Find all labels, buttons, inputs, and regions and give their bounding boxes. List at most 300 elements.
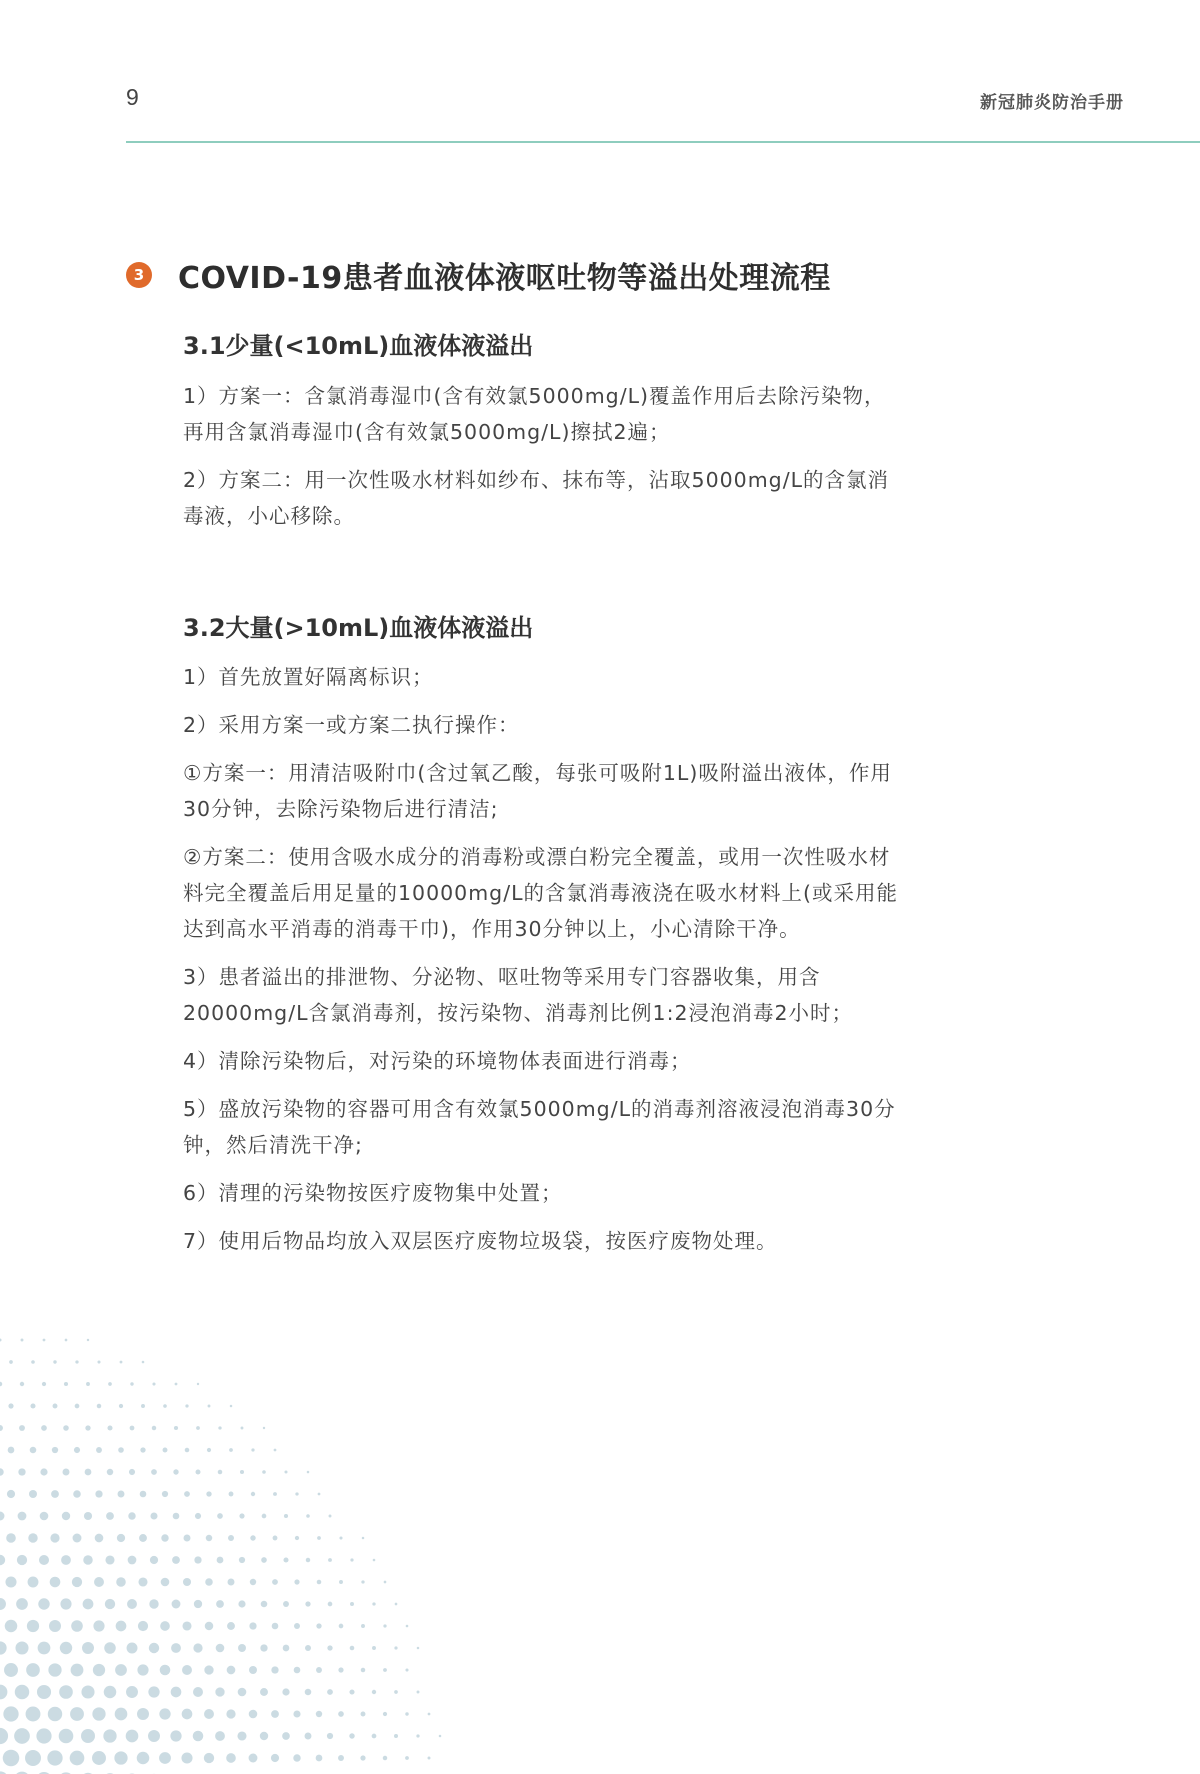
- paragraph: 2）方案二：用一次性吸水材料如纱布、抹布等，沾取5000mg/L的含氯消毒液，小心移除。: [183, 467, 890, 528]
- halftone-dot: [316, 1711, 322, 1717]
- halftone-dot: [229, 1448, 233, 1452]
- halftone-dot: [282, 1732, 290, 1740]
- halftone-dot: [5, 1620, 18, 1633]
- halftone-dot: [18, 1512, 27, 1521]
- halftone-dot: [394, 1646, 397, 1649]
- halftone-dot: [137, 1708, 149, 1720]
- halftone-dot: [127, 1599, 137, 1609]
- halftone-dot: [260, 1732, 268, 1740]
- halftone-dot: [0, 1728, 8, 1744]
- halftone-dot: [361, 1712, 366, 1717]
- halftone-dot: [204, 1665, 213, 1674]
- halftone-dot: [75, 1360, 78, 1363]
- halftone-dot: [97, 1404, 102, 1409]
- halftone-dot: [271, 1710, 279, 1718]
- halftone-dot: [230, 1405, 233, 1408]
- halftone-dot: [174, 1426, 178, 1430]
- running-title: 新冠肺炎防治手册: [980, 93, 1124, 113]
- paragraph: 5）盛放污染物的容器可用含有效氯5000mg/L的消毒剂溶液浸泡消毒30分钟，然后清洗干净;: [183, 1097, 896, 1158]
- halftone-dot: [152, 1382, 155, 1385]
- halftone-dot: [27, 1620, 39, 1632]
- halftone-dot: [328, 1558, 332, 1562]
- halftone-dot: [349, 1733, 354, 1738]
- halftone-dot: [249, 1754, 258, 1763]
- halftone-dot: [82, 1642, 94, 1654]
- halftone-dot: [294, 1623, 300, 1629]
- halftone-dot: [70, 1751, 85, 1766]
- halftone-dot: [163, 1404, 167, 1408]
- halftone-dot: [15, 1685, 29, 1699]
- halftone-dot: [194, 1556, 201, 1563]
- halftone-dot: [273, 1492, 277, 1496]
- halftone-dot: [373, 1559, 376, 1562]
- halftone-dot: [218, 1470, 223, 1475]
- halftone-dot: [394, 1690, 398, 1694]
- paragraph: ①方案一：用清洁吸附巾(含过氧乙酸，每张可吸附1L)吸附溢出液体，作用30分钟，去除污染物后进行清洁;: [183, 761, 892, 822]
- halftone-dot: [339, 1624, 344, 1629]
- halftone-dot: [238, 1600, 245, 1607]
- halftone-dot: [29, 1490, 37, 1498]
- halftone-dot: [428, 1757, 431, 1760]
- halftone-dot: [184, 1535, 191, 1542]
- halftone-dot: [149, 1599, 158, 1608]
- halftone-dot: [127, 1643, 138, 1654]
- halftone-dot: [360, 1755, 365, 1760]
- halftone-dot: [215, 1687, 224, 1696]
- halftone-dot: [350, 1602, 354, 1606]
- halftone-dot: [48, 1663, 61, 1676]
- halftone-dot: [195, 1513, 201, 1519]
- halftone-dot: [261, 1601, 268, 1608]
- paragraph: 1）首先放置好隔离标识；: [183, 665, 434, 690]
- halftone-dot: [173, 1513, 180, 1520]
- halftone-dot: [249, 1622, 256, 1629]
- halftone-dot: [148, 1730, 160, 1742]
- halftone-dot: [160, 1621, 170, 1631]
- halftone-dot: [9, 1360, 13, 1364]
- halftone-dot: [383, 1668, 387, 1672]
- halftone-dot: [327, 1645, 332, 1650]
- halftone-dot: [96, 1447, 102, 1453]
- halftone-dot: [306, 1514, 310, 1518]
- halftone-dot: [293, 1710, 300, 1717]
- halftone-dot: [216, 1644, 225, 1653]
- halftone-dot: [263, 1427, 265, 1429]
- halftone-dot: [170, 1730, 181, 1741]
- halftone-dot: [194, 1600, 202, 1608]
- halftone-dot: [28, 1577, 39, 1588]
- halftone-dot: [63, 1425, 69, 1431]
- halftone-dot: [128, 1512, 135, 1519]
- halftone-dot: [372, 1602, 375, 1605]
- halftone-dot: [0, 1468, 4, 1475]
- halftone-dot: [383, 1712, 387, 1716]
- halftone-dot: [59, 1685, 73, 1699]
- halftone-dot: [116, 1621, 127, 1632]
- halftone-dot: [251, 1448, 254, 1451]
- halftone-dot: [417, 1647, 420, 1650]
- halftone-dot: [295, 1536, 299, 1540]
- halftone-dot: [72, 1577, 82, 1587]
- halftone-dot: [107, 1425, 112, 1430]
- halftone-dot: [150, 1512, 157, 1519]
- halftone-dot: [93, 1664, 105, 1676]
- halftone-dot: [181, 1752, 192, 1763]
- halftone-dot: [8, 1403, 13, 1408]
- halftone-dot: [361, 1668, 366, 1673]
- halftone-dot: [120, 1361, 123, 1364]
- halftone-dot: [86, 1382, 90, 1386]
- halftone-dot: [272, 1579, 278, 1585]
- halftone-dot: [28, 1533, 37, 1542]
- halftone-dot: [175, 1383, 178, 1386]
- halftone-dot: [339, 1536, 342, 1539]
- halftone-dot: [70, 1707, 84, 1721]
- halftone-dot: [361, 1580, 364, 1583]
- halftone-dot: [439, 1735, 442, 1738]
- halftone-dot: [383, 1624, 386, 1627]
- halftone-dot: [8, 1447, 15, 1454]
- subsection-heading-3-1: 3.1少量(<10mL)血液体液溢出: [183, 332, 534, 360]
- halftone-dot: [48, 1707, 62, 1721]
- halftone-dot: [249, 1710, 258, 1719]
- halftone-dot: [193, 1687, 203, 1697]
- halftone-dot: [47, 1750, 62, 1765]
- halftone-dot: [0, 1339, 2, 1342]
- halftone-dot: [71, 1620, 83, 1632]
- halftone-dot: [372, 1734, 377, 1739]
- halftone-dot: [182, 1709, 193, 1720]
- halftone-dot: [139, 1534, 147, 1542]
- halftone-dot: [204, 1753, 214, 1763]
- halftone-dot: [0, 1425, 3, 1431]
- halftone-dot: [283, 1645, 290, 1652]
- halftone-dot: [428, 1713, 431, 1716]
- halftone-dot: [95, 1490, 102, 1497]
- halftone-dot: [262, 1470, 266, 1474]
- halftone-dot: [106, 1512, 114, 1520]
- halftone-dot: [262, 1514, 267, 1519]
- halftone-dot: [4, 1663, 18, 1677]
- halftone-dot: [196, 1426, 200, 1430]
- halftone-dot: [163, 1448, 168, 1453]
- halftone-dot: [185, 1404, 188, 1407]
- halftone-dot: [26, 1663, 40, 1677]
- section-title: COVID-19患者血液体液呕吐物等溢出处理流程: [178, 261, 831, 296]
- halftone-dot: [294, 1667, 301, 1674]
- halftone-dot: [283, 1601, 289, 1607]
- halftone-dot: [361, 1624, 365, 1628]
- halftone-dot: [327, 1689, 333, 1695]
- halftone-dot: [73, 1490, 81, 1498]
- halftone-dot: [185, 1448, 190, 1453]
- halftone-dot: [17, 1555, 27, 1565]
- halftone-dot: [64, 1382, 68, 1386]
- halftone-dot: [173, 1469, 178, 1474]
- content: [183, 330, 903, 1271]
- halftone-dot: [228, 1579, 235, 1586]
- halftone-dot: [171, 1643, 181, 1653]
- halftone-dot: [97, 1360, 100, 1363]
- halftone-dot: [53, 1404, 58, 1409]
- halftone-dot: [43, 1339, 46, 1342]
- halftone-dot: [228, 1535, 234, 1541]
- halftone-dot: [130, 1426, 135, 1431]
- halftone-dot: [0, 1641, 7, 1654]
- halftone-dot: [282, 1688, 289, 1695]
- halftone-dot: [161, 1578, 170, 1587]
- subsection-heading-3-2: 3.2大量(>10mL)血液体液溢出: [183, 613, 534, 642]
- halftone-dot: [129, 1469, 135, 1475]
- halftone-dot: [85, 1469, 92, 1476]
- halftone-dot: [31, 1360, 35, 1364]
- halftone-dot: [317, 1536, 321, 1540]
- halftone-dot: [85, 1425, 90, 1430]
- halftone-dot: [196, 1470, 201, 1475]
- halftone-dot: [26, 1707, 41, 1722]
- halftone-dot: [251, 1492, 255, 1496]
- halftone-dot: [148, 1686, 159, 1697]
- halftone-dot: [0, 1598, 6, 1610]
- halftone-dot: [260, 1688, 268, 1696]
- halftone-dot: [338, 1755, 344, 1761]
- halftone-dot: [227, 1666, 236, 1675]
- halftone-dot: [349, 1689, 354, 1694]
- halftone-dot: [130, 1382, 133, 1385]
- halftone-dot: [73, 1534, 82, 1543]
- halftone-dot: [83, 1555, 92, 1564]
- halftone-dot: [3, 1750, 20, 1767]
- halftone-dot: [63, 1469, 70, 1476]
- halftone-dot: [40, 1468, 47, 1475]
- halftone-dot: [317, 1580, 322, 1585]
- halftone-dot: [182, 1665, 192, 1675]
- halftone-dot: [0, 1382, 2, 1386]
- halftone-dot: [261, 1557, 267, 1563]
- halftone-dot: [215, 1731, 225, 1741]
- halftone-dot: [204, 1709, 214, 1719]
- halftone-dot: [107, 1469, 113, 1475]
- halftone-dot: [239, 1513, 244, 1518]
- halftone-dot: [5, 1576, 16, 1587]
- halftone-dot: [81, 1729, 95, 1743]
- halftone-dot: [162, 1491, 168, 1497]
- halftone-dot: [74, 1447, 80, 1453]
- halftone-dot: [128, 1556, 137, 1565]
- halftone-dot: [207, 1448, 211, 1452]
- halftone-dot: [394, 1734, 398, 1738]
- halftone-dot: [119, 1404, 123, 1408]
- halftone-dot: [250, 1535, 255, 1540]
- halftone-dot: [94, 1577, 104, 1587]
- halftone-dot: [237, 1731, 246, 1740]
- halftone-dot: [205, 1622, 214, 1631]
- halftone-dot: [51, 1490, 59, 1498]
- halftone-dot: [307, 1471, 310, 1474]
- halftone-dot: [239, 1557, 245, 1563]
- halftone-dot: [126, 1730, 139, 1743]
- halftone-dot: [38, 1598, 49, 1609]
- paragraph: 7）使用后物品均放入双层医疗废物垃圾袋，按医疗废物处理。: [183, 1229, 778, 1254]
- halftone-dot: [193, 1643, 202, 1652]
- halftone-dot: [87, 1339, 89, 1341]
- halftone-dot: [416, 1734, 419, 1737]
- halftone-dot: [217, 1557, 224, 1564]
- halftone-dot: [62, 1512, 70, 1520]
- halftone-dot: [406, 1625, 409, 1628]
- halftone-dot: [84, 1512, 92, 1520]
- halftone-dot: [92, 1751, 106, 1765]
- halftone-dot: [117, 1534, 125, 1542]
- halftone-dot: [327, 1733, 333, 1739]
- halftone-dot: [14, 1728, 30, 1744]
- halftone-dot: [417, 1691, 420, 1694]
- halftone-dot: [49, 1620, 61, 1632]
- halftone-dot: [6, 1533, 16, 1543]
- halftone-dot: [172, 1556, 180, 1564]
- halftone-dot: [240, 1470, 244, 1474]
- halftone-dot: [184, 1491, 190, 1497]
- halftone-dot: [137, 1664, 148, 1675]
- halftone-dot: [405, 1668, 408, 1671]
- halftone-dot: [306, 1558, 310, 1562]
- halftone-dot: [305, 1645, 311, 1651]
- halftone-dot: [339, 1580, 343, 1584]
- halftone-dot: [182, 1621, 191, 1630]
- halftone-dot: [149, 1643, 159, 1653]
- halftone-dot: [372, 1690, 376, 1694]
- halftone-dot: [318, 1493, 321, 1496]
- halftone-dot: [161, 1534, 168, 1541]
- paragraph: ②方案二：使用含吸水成分的消毒粉或漂白粉完全覆盖，或用一次性吸水材料完全覆盖后用足量的10000mg/L的含氯消毒液浇在吸水材料上(或采用能达到高水平消毒的消毒干巾)，作用30分钟以上，小心清除干净。: [183, 845, 899, 942]
- halftone-dot: [0, 1555, 5, 1565]
- halftone-dot: [140, 1491, 147, 1498]
- paragraph: 3）患者溢出的排泄物、分泌物、呕吐物等采用专门容器收集，用含20000mg/L含氯消毒剂，按污染物、消毒剂比例1:2浸泡消毒2小时；: [183, 965, 854, 1026]
- header-rule: [126, 141, 1200, 143]
- halftone-dot: [81, 1685, 94, 1698]
- halftone-decoration: [0, 1290, 560, 1774]
- section-heading: [126, 253, 831, 297]
- halftone-dot: [3, 1706, 18, 1721]
- halftone-dot: [20, 1382, 24, 1386]
- halftone-dot: [250, 1579, 256, 1585]
- halftone-dot: [50, 1533, 59, 1542]
- halftone-dot: [7, 1490, 15, 1498]
- halftone-dot: [328, 1602, 333, 1607]
- halftone-dot: [350, 1558, 353, 1561]
- halftone-dot: [138, 1577, 147, 1586]
- halftone-dot: [65, 1339, 68, 1342]
- halftone-dot: [238, 1644, 246, 1652]
- halftone-dot: [229, 1492, 234, 1497]
- halftone-dot: [172, 1600, 181, 1609]
- halftone-dot: [216, 1600, 224, 1608]
- halftone-dot: [105, 1599, 115, 1609]
- halftone-dot: [273, 1536, 278, 1541]
- halftone-dot: [150, 1556, 158, 1564]
- halftone-dot: [305, 1733, 312, 1740]
- paragraph: 2）采用方案一或方案二执行操作：: [183, 713, 520, 738]
- halftone-dot: [141, 1404, 145, 1408]
- halftone-dot: [316, 1667, 322, 1673]
- section-number-badge: 3: [126, 262, 152, 288]
- halftone-dot: [208, 1405, 211, 1408]
- halftone-dot: [159, 1708, 170, 1719]
- halftone-dot: [71, 1664, 84, 1677]
- halftone-dot: [118, 1491, 125, 1498]
- halftone-dot: [39, 1555, 49, 1565]
- halftone-dot: [372, 1646, 376, 1650]
- halftone-dot: [284, 1514, 288, 1518]
- halftone-dot: [305, 1689, 312, 1696]
- halftone-dot: [140, 1447, 145, 1452]
- halftone-dot: [16, 1598, 28, 1610]
- halftone-dot: [271, 1666, 278, 1673]
- halftone-dot: [61, 1555, 71, 1565]
- halftone-dot: [115, 1664, 127, 1676]
- halftone-dot: [294, 1579, 299, 1584]
- halftone-dot: [105, 1555, 114, 1564]
- halftone-dot: [260, 1644, 267, 1651]
- halftone-dot: [405, 1756, 409, 1760]
- halftone-dot: [59, 1729, 74, 1744]
- halftone-dot: [15, 1641, 28, 1654]
- halftone-dot: [183, 1578, 191, 1586]
- halftone-dot: [0, 1512, 4, 1521]
- halftone-dot: [38, 1642, 51, 1655]
- halftone-dot: [115, 1708, 128, 1721]
- halftone-dot: [92, 1707, 105, 1720]
- halftone-dot: [19, 1425, 25, 1431]
- halftone-dot: [95, 1534, 104, 1543]
- halftone-dot: [21, 1339, 24, 1342]
- halftone-dot: [249, 1666, 257, 1674]
- halftone-dot: [60, 1598, 71, 1609]
- halftone-dot: [93, 1620, 104, 1631]
- halftone-dot: [60, 1642, 72, 1654]
- halftone-dot: [118, 1447, 124, 1453]
- halftone-dot: [160, 1665, 171, 1676]
- halftone-dot: [338, 1711, 344, 1717]
- halftone-dot: [53, 1360, 56, 1363]
- halftone-dot: [108, 1382, 112, 1386]
- halftone-dot: [272, 1623, 279, 1630]
- halftone-dot: [18, 1468, 25, 1475]
- halftone-dot: [193, 1731, 204, 1742]
- halftone-dot: [316, 1755, 323, 1762]
- halftone-dot: [316, 1623, 321, 1628]
- halftone-dot: [218, 1426, 221, 1429]
- halftone-dot: [138, 1621, 148, 1631]
- halftone-dot: [103, 1729, 116, 1742]
- halftone-dot: [152, 1426, 156, 1430]
- halftone-dot: [217, 1513, 223, 1519]
- halftone-dot: [114, 1751, 127, 1764]
- halftone-dot: [283, 1557, 288, 1562]
- halftone-dot: [50, 1577, 61, 1588]
- halftone-dot: [197, 1383, 199, 1385]
- halftone-dot: [137, 1752, 150, 1765]
- halftone-dot: [159, 1752, 171, 1764]
- halftone-dot: [83, 1599, 94, 1610]
- paragraph: 6）清理的污染物按医疗废物集中处置；: [183, 1181, 563, 1206]
- halftone-dot: [226, 1709, 235, 1718]
- paragraph: 4）清除污染物后，对污染的环境物体表面进行消毒；: [183, 1049, 692, 1074]
- halftone-dot: [36, 1728, 51, 1743]
- halftone-dot: [30, 1403, 35, 1408]
- halftone-dot: [362, 1537, 365, 1540]
- halftone-dot: [384, 1581, 387, 1584]
